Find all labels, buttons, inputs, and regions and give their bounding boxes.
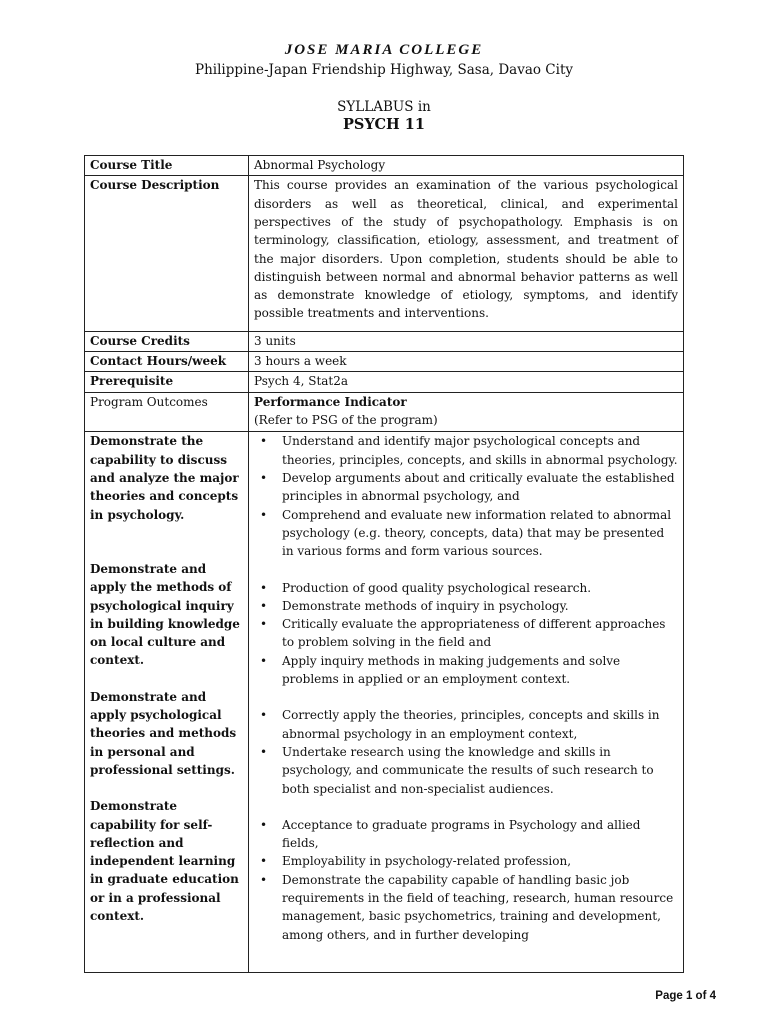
page-number: Page 1 of 4 [655, 990, 716, 1002]
indicator-group [254, 816, 678, 944]
row-prerequisite [85, 372, 684, 392]
document-header [0, 40, 768, 134]
program-outcome: Demonstrate and apply the methods of psychological inquiry in building knowledge on local culture and context. [90, 561, 240, 668]
syllabus-table [84, 155, 684, 973]
indicator-item: • Employability in psychology-related profession, [254, 852, 678, 870]
program-outcome: Demonstrate capability for self-reflection and independent learning in graduate education or in a professional context. [90, 799, 239, 923]
prerequisite-value: Psych 4, Stat2a [249, 372, 684, 392]
prerequisite-label: Prerequisite [85, 372, 249, 392]
course-title-label: Course Title [85, 156, 249, 176]
course-credits-value: 3 units [249, 331, 684, 351]
indicator-item: • Undertake research using the knowledge and skills in psychology, and communicate the results of such research to both specialist and non-specialist audiences. [254, 743, 678, 798]
program-outcomes-label: Program Outcomes [85, 392, 249, 432]
subject-code: PSYCH 11 [343, 116, 425, 133]
course-description-label: Course Description [85, 176, 249, 331]
college-name: JOSE MARIA COLLEGE [284, 42, 484, 58]
row-contact-hours [85, 352, 684, 372]
performance-indicator-title: Performance Indicator [254, 394, 407, 409]
college-address: Philippine-Japan Friendship Highway, Sasa, Davao City [194, 62, 574, 78]
indicator-group [254, 432, 678, 560]
row-course-title [85, 156, 684, 176]
performance-indicator-note: (Refer to PSG of the program) [254, 413, 438, 428]
row-course-description [85, 176, 684, 331]
contact-hours-value: 3 hours a week [249, 352, 684, 372]
indicator-item: • Develop arguments about and critically evaluate the established principles in abnormal psychology, and [254, 469, 678, 506]
row-course-credits [85, 331, 684, 351]
indicator-item: • Correctly apply the theories, principles, concepts and skills in abnormal psychology in an employment context, [254, 706, 678, 743]
indicator-item: • Understand and identify major psychological concepts and theories, principles, concepts, and skills in abnormal psychology. [254, 432, 678, 469]
program-outcome: Demonstrate the capability to discuss and analyze the major theories and concepts in psychology. [90, 434, 239, 522]
indicators-cell [249, 432, 684, 973]
course-title-value: Abnormal Psychology [249, 156, 684, 176]
indicator-item: • Critically evaluate the appropriateness of different approaches to problem solving in the field and [254, 615, 678, 652]
indicator-item: • Acceptance to graduate programs in Psychology and allied fields, [254, 816, 678, 853]
indicator-group [254, 579, 678, 689]
indicator-item: • Apply inquiry methods in making judgements and solve problems in applied or an employment context. [254, 652, 678, 689]
outcomes-cell [85, 432, 249, 973]
indicator-item: • Demonstrate the capability capable of handling basic job requirements in the field of teaching, research, human resource management, basic psychometrics, training and development, among others, and in further developing [254, 871, 678, 944]
indicator-group [254, 706, 678, 797]
indicator-item: • Demonstrate methods of inquiry in psychology. [254, 597, 678, 615]
program-outcome: Demonstrate and apply psychological theories and methods in personal and professional settings. [90, 689, 237, 777]
indicator-item: • Comprehend and evaluate new information related to abnormal psychology (e.g. theory, concepts, data) that may be presented in various forms and form various sources. [254, 506, 678, 561]
contact-hours-label: Contact Hours/week [85, 352, 249, 372]
indicator-item: • Production of good quality psychological research. [254, 579, 678, 597]
row-program-outcomes-header [85, 392, 684, 432]
performance-indicator-header [249, 392, 684, 432]
syllabus-label: SYLLABUS in [337, 99, 431, 115]
course-credits-label: Course Credits [85, 331, 249, 351]
course-description-value: This course provides an examination of the various psychological disorders as well as theoretical, clinical, and experimental perspectives of the study of psychopathology. Emphasis is on terminology, classification, etiology, assessment, and treatment of the major disorders. Upon completion, students should be able to distinguish between normal and abnormal behavior patterns as well as demonstrate knowledge of etiology, symptoms, and identify possible treatments and interventions. [249, 176, 684, 331]
row-outcomes-body [85, 432, 684, 973]
